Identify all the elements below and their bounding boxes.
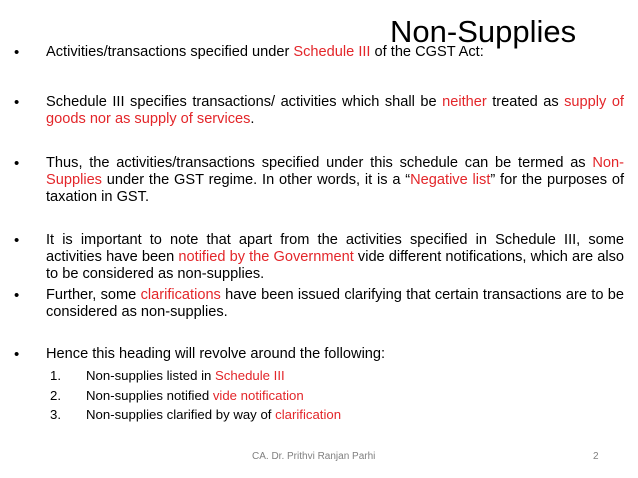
- bullet-text: Activities/transactions specified under Schedule III of the CGST Act:: [46, 44, 484, 60]
- bullet-dot: •: [14, 155, 20, 172]
- bullet-text: It is important to note that apart from the activities specified in Schedule III, some activities have been notified by the Government vide different notifications, which are also to be considered as non-supplies.: [46, 232, 624, 282]
- numbered-item-1: 1. Non-supplies listed in Schedule III: [50, 368, 285, 383]
- footer-author: CA. Dr. Prithvi Ranjan Parhi: [252, 451, 376, 462]
- highlight-text: vide notification: [212, 388, 304, 403]
- slide-title: Non-Supplies: [390, 14, 577, 49]
- bullet-text: Thus, the activities/transactions specified under this schedule can be termed as Non-Supplies under the GST regime. In other words, it is a “Negative list” for the purposes of taxation in GST.: [46, 155, 624, 205]
- bullet-dot: •: [14, 287, 20, 304]
- highlight-text: Schedule III: [293, 44, 371, 60]
- highlight-text: supply of goods nor as supply of services: [46, 94, 624, 127]
- highlight-text: Non-Supplies: [46, 155, 624, 188]
- bullet-6: [14, 346, 624, 363]
- bullet-5: [14, 287, 624, 321]
- bullet-2: [14, 94, 624, 128]
- bullet-dot: •: [14, 94, 20, 111]
- bullet-dot: •: [14, 232, 20, 249]
- highlight-text: Negative list: [410, 172, 491, 188]
- numbered-item-3: 3. Non-supplies clarified by way of clarification: [50, 407, 342, 422]
- page-number: 2: [593, 451, 599, 462]
- highlight-text: Schedule III: [215, 368, 285, 383]
- highlight-text: notified by the Government: [178, 249, 354, 265]
- bullet-text: Hence this heading will revolve around the following:: [46, 346, 386, 362]
- bullet-1: [14, 44, 624, 61]
- bullet-text: Further, some clarifications have been issued clarifying that certain transactions are to be considered as non-supplies.: [46, 287, 624, 320]
- numbered-item-2: 2. Non-supplies notified vide notification: [50, 388, 304, 403]
- highlight-text: clarification: [275, 407, 342, 422]
- bullet-text: Schedule III specifies transactions/ activities which shall be neither treated as supply of goods nor as supply of services.: [46, 94, 624, 127]
- bullet-dot: •: [14, 44, 20, 61]
- highlight-text: clarifications: [140, 287, 221, 303]
- bullet-dot: •: [14, 346, 20, 363]
- highlight-text: neither: [442, 94, 487, 110]
- bullet-3: [14, 155, 624, 206]
- bullet-4: [14, 232, 624, 283]
